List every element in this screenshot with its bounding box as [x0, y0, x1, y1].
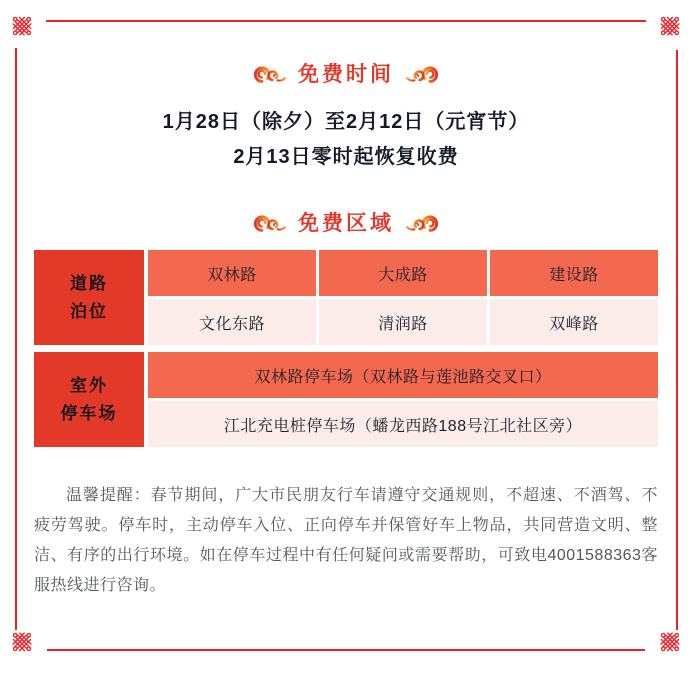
fee-resume-date: 2月13日零时起恢复收费 [233, 146, 459, 168]
frame-line-right [676, 50, 678, 630]
table-group-outdoor-lots [34, 352, 658, 447]
parking-lot-cell: 双林路停车场（双林路与莲池路交叉口） [148, 352, 658, 398]
free-time-dates [34, 105, 658, 175]
auspicious-cloud-icon [252, 65, 286, 85]
free-area-title: 免费区域 [298, 212, 394, 235]
poster-content [34, 0, 658, 601]
group-rows [148, 352, 658, 447]
road-cell: 大成路 [319, 250, 487, 296]
chinese-knot-corner-icon [9, 13, 35, 39]
frame-line-bottom [47, 649, 645, 651]
auspicious-cloud-icon [252, 214, 286, 234]
road-cell: 清润路 [319, 299, 487, 345]
group-header-line: 停车场 [60, 403, 118, 423]
chinese-knot-corner-icon [9, 629, 35, 655]
parking-lot-cell: 江北充电桩停车场（蟠龙西路188号江北社区旁） [148, 401, 658, 447]
group-header-line: 泊位 [70, 301, 108, 321]
section-header-free-area [34, 211, 658, 236]
table-row [148, 352, 658, 398]
table-row [148, 299, 658, 345]
group-header-line: 室外 [70, 375, 108, 395]
warm-reminder-paragraph: 温馨提醒：春节期间，广大市民朋友行车请遵守交通规则，不超速、不酒驾、不疲劳驾驶。停车时，主动停车入位、正向停车并保管好车上物品，共同营造文明、整洁、有序的出行环境。如在停车过程中有任何疑问或需要帮助，可致电4001588363客服热线进行咨询。 [34, 487, 658, 594]
auspicious-cloud-icon [406, 214, 440, 234]
free-time-range: 1月28日（除夕）至2月12日（元宵节） [162, 111, 530, 133]
table-row [148, 401, 658, 447]
group-header-line: 道路 [70, 273, 108, 293]
road-cell: 双林路 [148, 250, 316, 296]
table-group-road-berths [34, 250, 658, 345]
frame-line-left [15, 48, 17, 630]
road-cell: 双峰路 [490, 299, 658, 345]
road-cell: 建设路 [490, 250, 658, 296]
chinese-knot-corner-icon [657, 629, 683, 655]
free-area-table [34, 250, 658, 447]
section-header-free-time [34, 62, 658, 87]
group-rows [148, 250, 658, 345]
auspicious-cloud-icon [406, 65, 440, 85]
free-time-title: 免费时间 [298, 63, 394, 86]
group-header-outdoor-lots [34, 352, 144, 447]
table-row [148, 250, 658, 296]
chinese-knot-corner-icon [657, 13, 683, 39]
road-cell: 文化东路 [148, 299, 316, 345]
group-header-road-berths [34, 250, 144, 345]
